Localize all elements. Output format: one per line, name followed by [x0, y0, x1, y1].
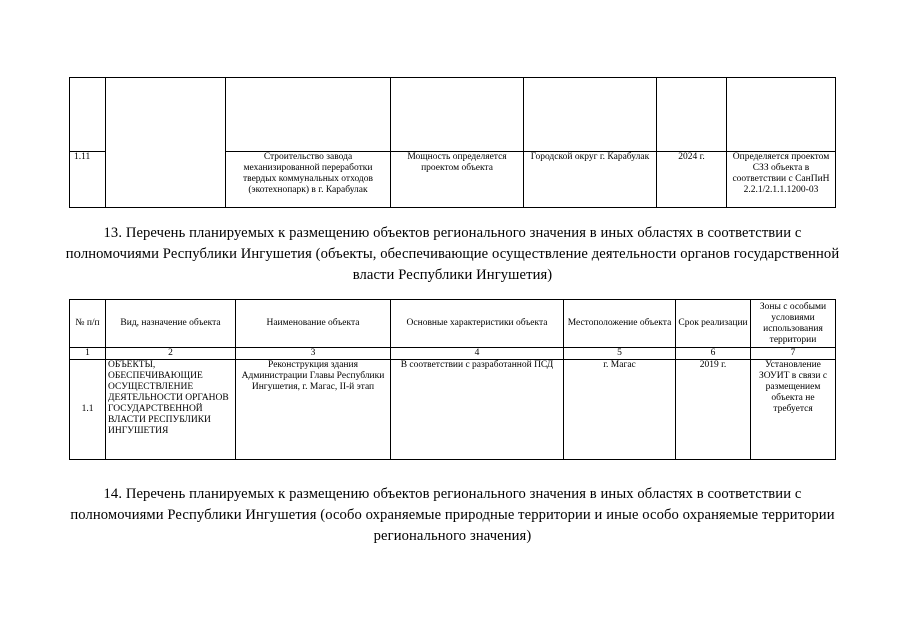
object-characteristics: В соответствии с разработанной ПСД: [391, 360, 564, 460]
object-zones: Определяется проектом СЗЗ объекта в соответствии с СанПиН 2.2.1/2.1.1.1200-03: [727, 152, 836, 208]
table-cell: [391, 78, 524, 152]
index-cell: 3: [236, 348, 391, 360]
table-top: [69, 77, 836, 208]
index-cell: 6: [676, 348, 751, 360]
object-zones: Установление ЗОУИТ в связи с размещением объекта не требуется: [751, 360, 836, 460]
header-cell: Местоположение объекта: [564, 300, 676, 348]
header-cell: № п/п: [70, 300, 106, 348]
table-cell: [106, 78, 226, 208]
header-cell: Зоны с особыми условиями использования территории: [751, 300, 836, 348]
index-cell: 2: [106, 348, 236, 360]
header-cell: Основные характеристики объекта: [391, 300, 564, 348]
object-location: Городской округ г. Карабулак: [524, 152, 657, 208]
index-cell: 5: [564, 348, 676, 360]
table-index-row: [70, 348, 836, 360]
object-year: 2019 г.: [676, 360, 751, 460]
object-characteristics: Мощность определяется проектом объекта: [391, 152, 524, 208]
row-number: 1.11: [70, 152, 106, 208]
table-cell: [226, 78, 391, 152]
object-name: Реконструкция здания Администрации Главы Республики Ингушетия, г. Магас, II-й этап: [236, 360, 391, 460]
table-13: [69, 299, 836, 460]
table-cell: [70, 78, 106, 152]
index-cell: 7: [751, 348, 836, 360]
header-cell: Вид, назначение объекта: [106, 300, 236, 348]
table-cell: [657, 78, 727, 152]
table-row: [70, 360, 836, 460]
index-cell: 1: [70, 348, 106, 360]
header-cell: Наименование объекта: [236, 300, 391, 348]
table-cell: [727, 78, 836, 152]
table-row-empty: [70, 78, 836, 152]
object-kind: ОБЪЕКТЫ, ОБЕСПЕЧИВАЮЩИЕ ОСУЩЕСТВЛЕНИЕ ДЕЯТЕЛЬНОСТИ ОРГАНОВ ГОСУДАРСТВЕННОЙ ВЛАСТИ РЕСПУБЛИКИ ИНГУШЕТИЯ: [106, 360, 236, 460]
section-14-title: 14. Перечень планируемых к размещению объектов регионального значения в иных областях в соответствии с полномочиями Республики Ингушетия (особо охраняемые природные территории и иные особо охраняемые территории регионального значения): [70, 486, 835, 544]
object-location: г. Магас: [564, 360, 676, 460]
section-13-title: 13. Перечень планируемых к размещению объектов регионального значения в иных областях в соответствии с полномочиями Республики Ингушетия (объекты, обеспечивающие осуществление деятельности органов государственной власти Республики Ингушетия): [65, 225, 840, 283]
index-cell: 4: [391, 348, 564, 360]
object-name: Строительство завода механизированной переработки твердых коммунальных отходов (экотехнопарк) в г. Карабулак: [226, 152, 391, 208]
table-cell: [524, 78, 657, 152]
table-header-row: [70, 300, 836, 348]
row-number: 1.1: [70, 360, 106, 460]
header-cell: Срок реализации: [676, 300, 751, 348]
object-year: 2024 г.: [657, 152, 727, 208]
